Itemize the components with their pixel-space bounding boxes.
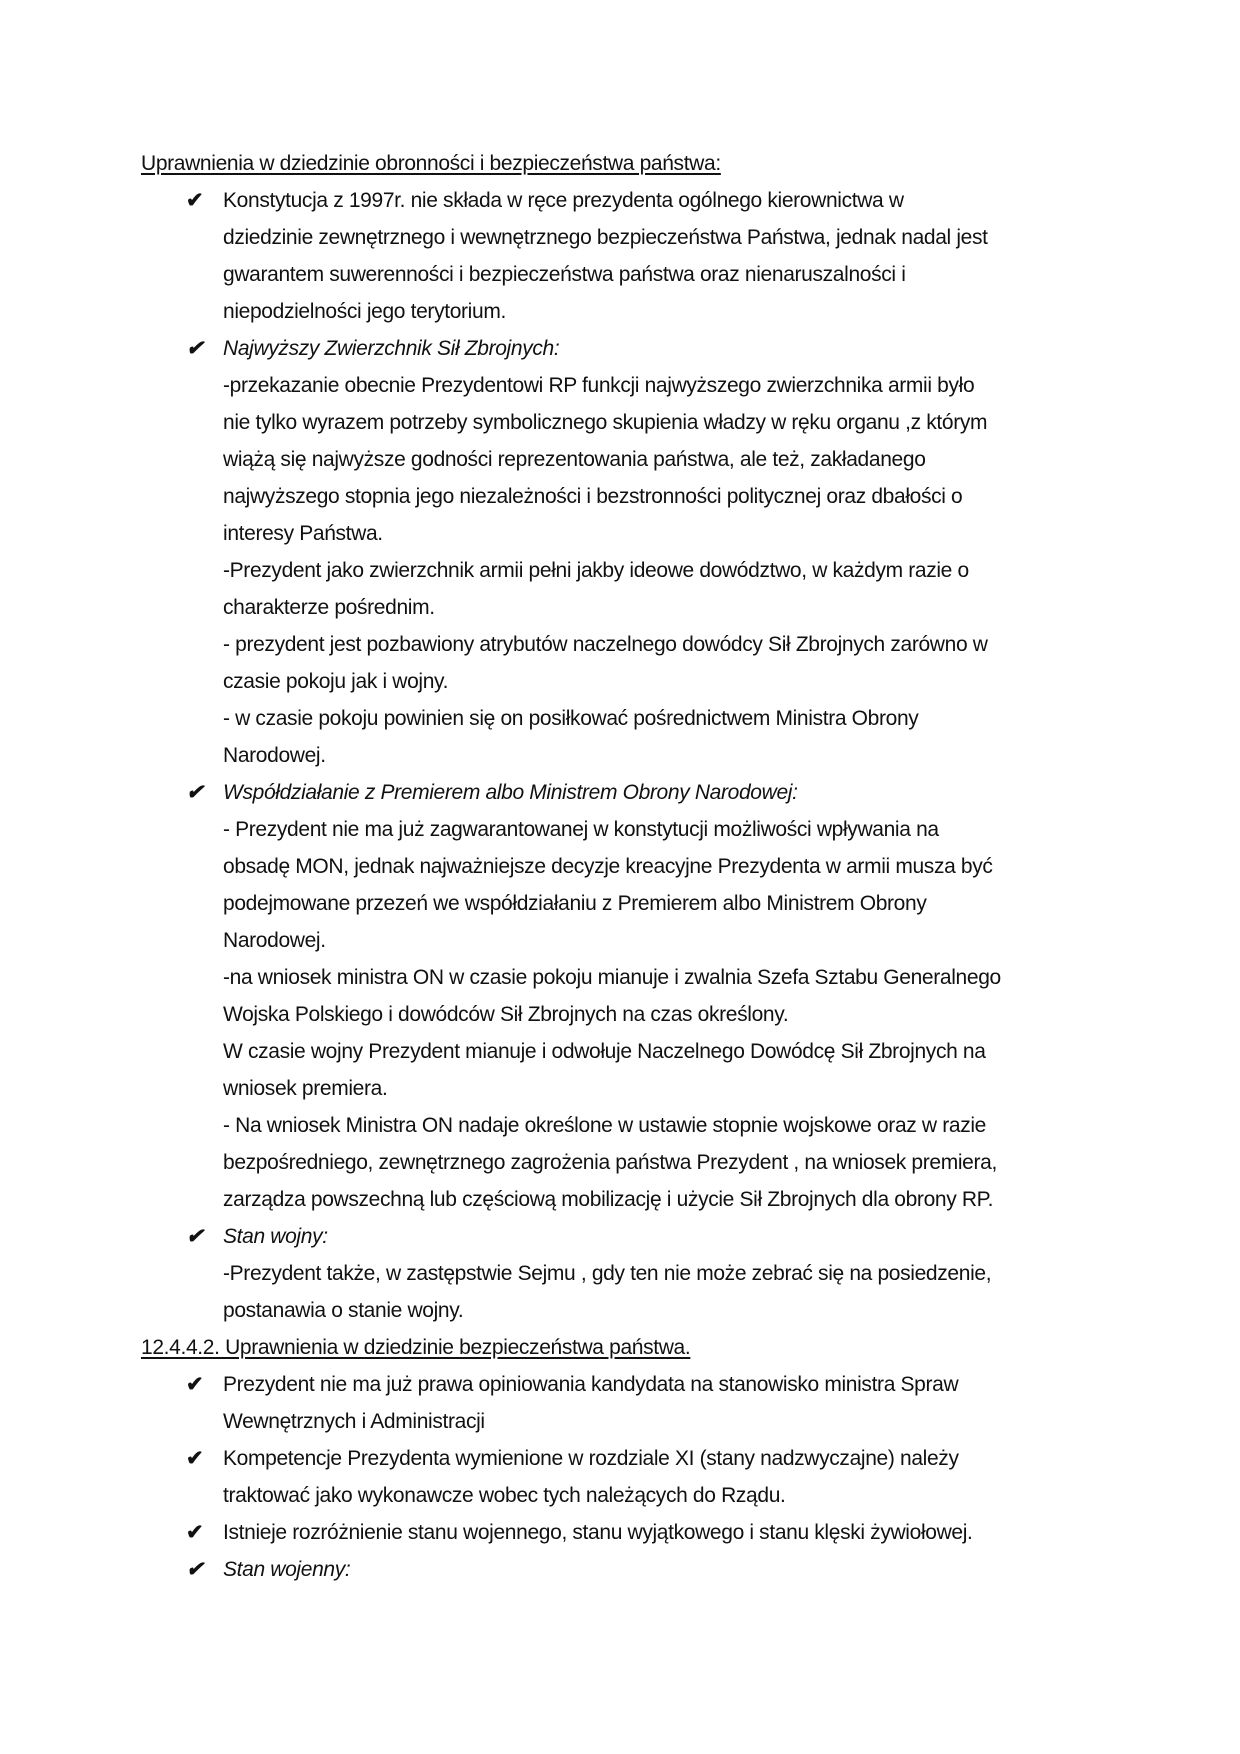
- checkmark-icon: ✔: [186, 337, 204, 360]
- list-item-line: [141, 552, 1101, 589]
- line-text: zarządza powszechną lub częściową mobilizację i użycie Sił Zbrojnych dla obrony RP.: [223, 1188, 994, 1211]
- line-text: Narodowej.: [223, 929, 326, 952]
- list-item-line: [141, 700, 1101, 737]
- line-text: traktować jako wykonawcze wobec tych należących do Rządu.: [223, 1484, 786, 1507]
- list-item: [141, 1366, 1101, 1440]
- list-item: [141, 774, 1101, 1218]
- line-text: niepodzielności jego terytorium.: [223, 300, 506, 323]
- line-text: Wojska Polskiego i dowódców Sił Zbrojnych na czas określony.: [223, 1003, 789, 1026]
- list-item-first-line: [141, 1514, 1101, 1551]
- checkmark-icon: ✔: [186, 189, 204, 212]
- list-item-line: [141, 1477, 1101, 1514]
- line-text: podejmowane przezeń we współdziałaniu z Premierem albo Ministrem Obrony: [223, 892, 927, 915]
- section-heading: 12.4.4.2. Uprawnienia w dziedzinie bezpieczeństwa państwa.: [141, 1336, 691, 1359]
- list-item-line: [141, 367, 1101, 404]
- list-item-line: [141, 441, 1101, 478]
- list-item-line: [141, 663, 1101, 700]
- checkmark-icon: ✔: [186, 1521, 204, 1544]
- line-text: dziedzinie zewnętrznego i wewnętrznego bezpieczeństwa Państwa, jednak nadal jest: [223, 226, 988, 249]
- checkmark-icon: ✔: [186, 1558, 204, 1581]
- line-text: postanawia o stanie wojny.: [223, 1299, 464, 1322]
- list-item-first-line: [141, 330, 1101, 367]
- list-item-first-line: [141, 774, 1101, 811]
- list-item: [141, 330, 1101, 774]
- section-heading: Uprawnienia w dziedzinie obronności i bezpieczeństwa państwa:: [141, 152, 721, 175]
- line-text: Istnieje rozróżnienie stanu wojennego, stanu wyjątkowego i stanu klęski żywiołowej.: [223, 1521, 973, 1544]
- line-text: Najwyższy Zwierzchnik Sił Zbrojnych:: [223, 337, 560, 360]
- line-text: -na wniosek ministra ON w czasie pokoju mianuje i zwalnia Szefa Sztabu Generalnego: [223, 966, 1001, 989]
- line-text: wiążą się najwyższe godności reprezentowania państwa, ale też, zakładanego: [223, 448, 926, 471]
- list-item-first-line: [141, 1218, 1101, 1255]
- line-text: Prezydent nie ma już prawa opiniowania kandydata na stanowisko ministra Spraw: [223, 1373, 959, 1396]
- list-item-first-line: [141, 1551, 1101, 1588]
- list-item-line: [141, 589, 1101, 626]
- list-item-line: [141, 1292, 1101, 1329]
- list-item-line: [141, 1181, 1101, 1218]
- list-item-first-line: [141, 1366, 1101, 1403]
- list-item: [141, 1218, 1101, 1329]
- line-text: W czasie wojny Prezydent mianuje i odwołuje Naczelnego Dowódcę Sił Zbrojnych na: [223, 1040, 986, 1063]
- line-text: -Prezydent jako zwierzchnik armii pełni jakby ideowe dowództwo, w każdym razie o: [223, 559, 969, 582]
- line-text: najwyższego stopnia jego niezależności i bezstronności politycznej oraz dbałości o: [223, 485, 963, 508]
- line-text: -Prezydent także, w zastępstwie Sejmu , gdy ten nie może zebrać się na posiedzenie,: [223, 1262, 992, 1285]
- list-item-line: [141, 1033, 1101, 1070]
- checkmark-icon: ✔: [186, 1447, 204, 1470]
- list-item-line: [141, 1144, 1101, 1181]
- line-text: - w czasie pokoju powinien się on posiłkować pośrednictwem Ministra Obrony: [223, 707, 919, 730]
- line-text: Stan wojny:: [223, 1225, 328, 1248]
- list-item-line: [141, 219, 1101, 256]
- line-text: nie tylko wyrazem potrzeby symbolicznego skupienia władzy w ręku organu ,z którym: [223, 411, 988, 434]
- line-text: Kompetencje Prezydenta wymienione w rozdziale XI (stany nadzwyczajne) należy: [223, 1447, 959, 1470]
- line-text: wniosek premiera.: [223, 1077, 388, 1100]
- line-text: czasie pokoju jak i wojny.: [223, 670, 449, 693]
- line-text: Stan wojenny:: [223, 1558, 351, 1581]
- list-item-line: [141, 478, 1101, 515]
- list-item-line: [141, 293, 1101, 330]
- line-text: obsadę MON, jednak najważniejsze decyzje kreacyjne Prezydenta w armii musza być: [223, 855, 993, 878]
- line-text: Wewnętrznych i Administracji: [223, 1410, 485, 1433]
- line-text: Konstytucja z 1997r. nie składa w ręce prezydenta ogólnego kierownictwa w: [223, 189, 904, 212]
- line-text: Narodowej.: [223, 744, 326, 767]
- list-item: [141, 182, 1101, 330]
- list-item-line: [141, 848, 1101, 885]
- line-text: charakterze pośrednim.: [223, 596, 435, 619]
- list-item: [141, 1440, 1101, 1514]
- list-item-line: [141, 737, 1101, 774]
- list-item-first-line: [141, 1440, 1101, 1477]
- list-item-line: [141, 885, 1101, 922]
- checkmark-icon: ✔: [186, 1225, 204, 1248]
- line-text: Współdziałanie z Premierem albo Ministrem Obrony Narodowej:: [223, 781, 798, 804]
- list-item-line: [141, 1070, 1101, 1107]
- line-text: gwarantem suwerenności i bezpieczeństwa państwa oraz nienaruszalności i: [223, 263, 906, 286]
- list-item-line: [141, 1107, 1101, 1144]
- list-item-line: [141, 1255, 1101, 1292]
- list-item-line: [141, 959, 1101, 996]
- list-item-line: [141, 811, 1101, 848]
- list-item: [141, 1551, 1101, 1588]
- list-item-line: [141, 922, 1101, 959]
- list-item-line: [141, 996, 1101, 1033]
- line-text: - Prezydent nie ma już zagwarantowanej w konstytucji możliwości wpływania na: [223, 818, 939, 841]
- checkmark-icon: ✔: [186, 781, 204, 804]
- line-text: interesy Państwa.: [223, 522, 383, 545]
- list-item-line: [141, 515, 1101, 552]
- list-item-first-line: [141, 182, 1101, 219]
- list-item-line: [141, 256, 1101, 293]
- line-text: - prezydent jest pozbawiony atrybutów naczelnego dowódcy Sił Zbrojnych zarówno w: [223, 633, 988, 656]
- list-item-line: [141, 626, 1101, 663]
- line-text: - Na wniosek Ministra ON nadaje określone w ustawie stopnie wojskowe oraz w razie: [223, 1114, 986, 1137]
- list-item-line: [141, 1403, 1101, 1440]
- list-item: [141, 1514, 1101, 1551]
- line-text: -przekazanie obecnie Prezydentowi RP funkcji najwyższego zwierzchnika armii było: [223, 374, 975, 397]
- document-page: [141, 145, 1101, 1588]
- list-item-line: [141, 404, 1101, 441]
- checkmark-icon: ✔: [186, 1373, 204, 1396]
- line-text: bezpośredniego, zewnętrznego zagrożenia państwa Prezydent , na wniosek premiera,: [223, 1151, 997, 1174]
